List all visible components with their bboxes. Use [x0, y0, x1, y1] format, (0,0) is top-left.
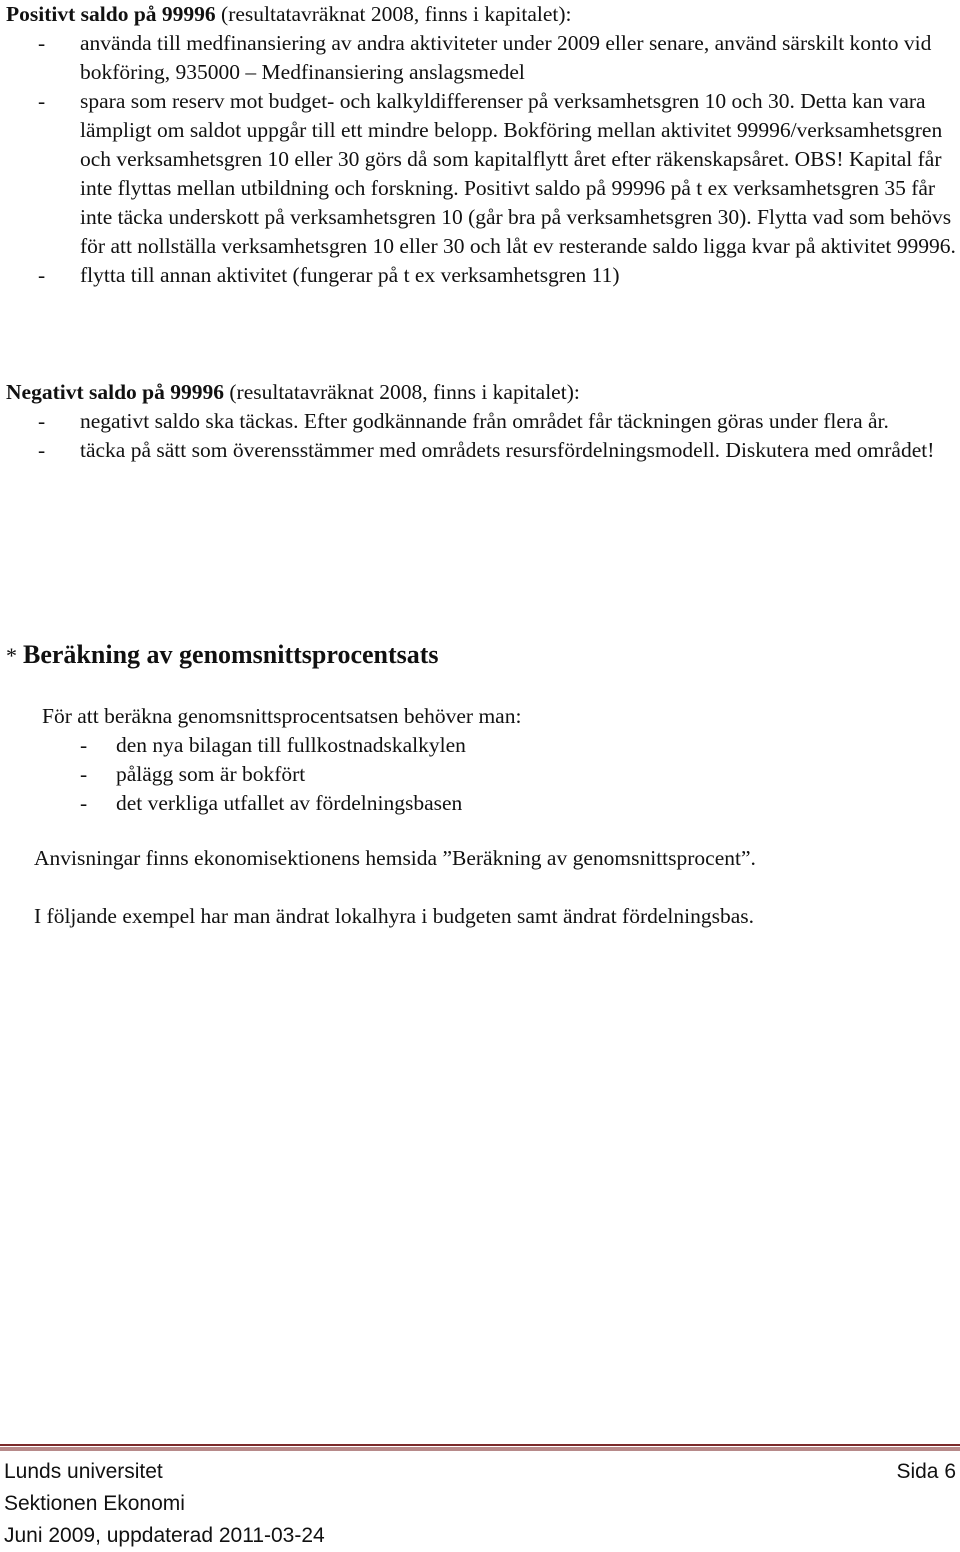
- list-dash: -: [38, 89, 46, 113]
- list-item-text: negativt saldo ska täckas. Efter godkännande från området får täckningen göras under flera år.: [80, 409, 889, 433]
- section-heading-average-rate: [6, 638, 439, 673]
- negative-balance-heading-rest: (resultatavräknat 2008, finns i kapitalet):: [224, 380, 580, 404]
- list-dash: -: [80, 791, 88, 815]
- list-item: [6, 87, 956, 261]
- list-item: [42, 731, 942, 760]
- negative-balance-heading: [6, 378, 956, 407]
- list-item: [6, 261, 956, 290]
- list-dash: -: [38, 409, 46, 433]
- heading-star: *: [6, 643, 17, 668]
- list-dash: -: [38, 31, 46, 55]
- list-item: [6, 29, 956, 87]
- list-item-text: använda till medfinansiering av andra aktiviteter under 2009 eller senare, använd särskilt konto vid bokföring, 935000 – Medfinansiering anslagsmedel: [80, 31, 932, 84]
- list-item-text: den nya bilagan till fullkostnadskalkylen: [116, 733, 466, 757]
- instructions-paragraph: Anvisningar finns ekonomisektionens hemsida ”Beräkning av genomsnittsprocent”.: [34, 846, 756, 870]
- positive-balance-heading-rest: (resultatavräknat 2008, finns i kapitalet):: [215, 2, 572, 26]
- heading-title: Beräkning av genomsnittsprocentsats: [23, 640, 439, 669]
- list-dash: -: [80, 762, 88, 786]
- page-number: Sida 6: [896, 1460, 956, 1483]
- requirements-intro: För att beräkna genomsnittsprocentsatsen behöver man:: [42, 704, 522, 728]
- positive-balance-heading-bold: Positivt saldo på 99996: [6, 2, 216, 26]
- footer-divider: [0, 1444, 960, 1452]
- example-paragraph: I följande exempel har man ändrat lokalhyra i budgeten samt ändrat fördelningsbas.: [34, 904, 754, 928]
- footer-divider-top: [0, 1444, 960, 1446]
- list-dash: -: [38, 263, 46, 287]
- footer-university: Lunds universitet: [4, 1460, 163, 1483]
- footer-department: Sektionen Ekonomi: [4, 1492, 185, 1515]
- average-rate-requirements: [42, 702, 942, 818]
- list-item: [42, 760, 942, 789]
- footer-date: Juni 2009, uppdaterad 2011-03-24: [4, 1524, 325, 1547]
- list-item: [6, 407, 956, 436]
- negative-balance-heading-bold: Negativt saldo på 99996: [6, 380, 224, 404]
- list-item-text: spara som reserv mot budget- och kalkyldifferenser på verksamhetsgren 10 och 30. Detta kan vara lämpligt om saldot uppgår till ett mindre belopp. Bokföring mellan aktivitet 99996/verksamhetsgren och verksamhetsgren 10 eller 30 görs då som kapitalflytt året efter räkenskapsåret. OBS! Kapital får inte flyttas mellan utbildning och forskning. Positivt saldo på 99996 på t ex verksamhetsgren 35 får inte täcka underskott på verksamhetsgren 10 (går bra på verksamhetsgren 30). Flytta vad som behövs för att nollställa verksamhetsgren 10 eller 30 och låt ev resterande saldo ligga kvar på aktivitet 99996.: [80, 89, 956, 258]
- list-item: [6, 436, 956, 465]
- positive-balance-section: [6, 0, 956, 290]
- list-dash: -: [38, 438, 46, 462]
- positive-balance-heading: [6, 0, 956, 29]
- list-item-text: pålägg som är bokfört: [116, 762, 306, 786]
- page-footer: [4, 1456, 956, 1552]
- list-item-text: det verkliga utfallet av fördelningsbasen: [116, 791, 463, 815]
- list-item: [42, 789, 942, 818]
- list-dash: -: [80, 733, 88, 757]
- negative-balance-section: [6, 378, 956, 465]
- list-item-text: flytta till annan aktivitet (fungerar på t ex verksamhetsgren 11): [80, 263, 620, 287]
- footer-divider-bottom: [0, 1447, 960, 1451]
- list-item-text: täcka på sätt som överensstämmer med områdets resursfördelningsmodell. Diskutera med området!: [80, 438, 935, 462]
